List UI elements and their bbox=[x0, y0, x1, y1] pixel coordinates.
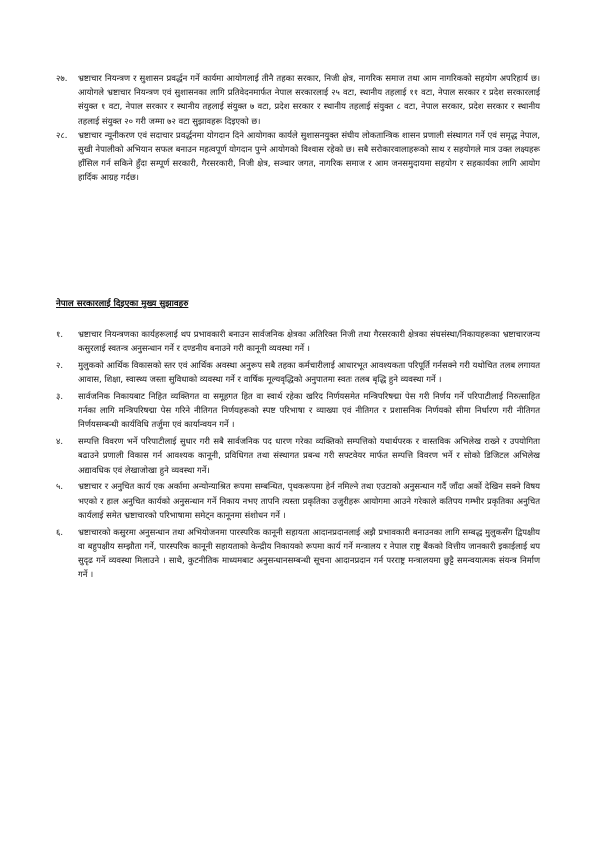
suggestion-number: ५. bbox=[56, 481, 64, 492]
concluding-paragraphs bbox=[56, 71, 540, 185]
suggestion-text: भ्रष्टाचार नियन्त्रणका कार्यहरूलाई थप प्रभावकारी बनाउन सार्वजनिक क्षेत्रका अतिरिक्त निजी तथा गैरसरकारी क्षेत्रका संघसंस्था/निकायहरूका भ्रष्टाचारजन्य कसुरलाई स्वतन्त्र अनुसन्धान गर्ने र दण्डनीय बनाउने गरी कानूनी व्यवस्था गर्ने । bbox=[78, 329, 540, 354]
suggestion-number: ४. bbox=[56, 436, 64, 447]
suggestion-text: मुलुकको आर्थिक विकासको स्तर एवं आर्थिक अवस्था अनुरूप सबै तहका कर्मचारीलाई आधारभूत आवश्यकता परिपूर्ति गर्नसक्ने गरी यथोचित तलब लगायत आवास, शिक्षा, स्वास्थ्य जस्ता सुविधाको व्यवस्था गर्ने र वार्षिक मूल्यवृद्धिको अनुपातमा स्वतः तलब बृद्धि हुने व्यवस्था गर्ने । bbox=[78, 360, 540, 385]
paragraph-text: भ्रष्टाचार नियन्त्रण र सुशासन प्रवर्द्धन गर्ने कार्यमा आयोगलाई तीनै तहका सरकार, निजी क्षेत्र, नागरिक समाज तथा आम नागरिकको सहयोग अपरिहार्य छ। आयोगले भ्रष्टाचार नियन्त्रण एवं सुशासनका लागि प्रतिवेदनमार्फत नेपाल सरकारलाई २५ वटा, स्थानीय तहलाई ११ वटा, नेपाल सरकार र प्रदेश सरकारलाई संयुक्त १ वटा, नेपाल सरकार र स्थानीय तहलाई संयुक्त ७ वटा, प्रदेश सरकार र स्थानीय तहलाई संयुक्त ८ वटा, नेपाल सरकार, प्रदेश सरकार र स्थानीय तहलाई संयुक्त २० गरी जम्मा ७२ वटा सुझावहरू दिइएको छ। bbox=[78, 73, 540, 126]
paragraph-number: २७. bbox=[56, 73, 68, 83]
suggestion-text: भ्रष्टाचारको कसुरमा अनुसन्धान तथा अभियोजनमा पारस्परिक कानूनी सहायता आदानप्रदानलाई अझै प्रभावकारी बनाउनका लागि सम्बद्ध मुलुकसँग द्विपक्षीय वा बहुपक्षीय सम्झौता गर्ने, पारस्परिक कानूनी सहायताको केन्द्रीय निकायको रूपमा कार्य गर्ने मन्त्रालय र नेपाल राष्ट्र बैंकको वित्तीय जानकारी इकाईलाई थप सुदृढ गर्ने व्यवस्था मिलाउने । साथै, कुटनीतिक माध्यमबाट अनुसन्धानसम्बन्धी सूचना आदानप्रदान गर्न परराष्ट्र मन्त्रालयमा छुट्टै समन्वयात्मक संयन्त्र निर्माण गर्ने । bbox=[78, 526, 540, 580]
paragraph-27 bbox=[56, 71, 540, 128]
paragraph-number: २८. bbox=[56, 129, 68, 140]
suggestion-number: २. bbox=[56, 360, 64, 370]
suggestion-item-3 bbox=[56, 389, 540, 432]
suggestion-item-2 bbox=[56, 358, 540, 386]
suggestion-text: भ्रष्टाचार र अनुचित कार्य एक अर्कामा अन्योन्याश्रित रूपमा सम्बन्धित, पृथकरूपमा हेर्न नमिल्ने तथा एउटाको अनुसन्धान गर्दै जाँदा अर्को देखिन सक्ने विषय भएको र हाल अनुचित कार्यको अनुसन्धान गर्ने निकाय नभए तापनि त्यस्ता प्रकृतिका उजुरीहरू आयोगमा आउने गरेकाले कतिपय गम्भीर प्रकृतिका अनुचित कार्यलाई समेत भ्रष्टाचारको परिभाषामा समेट्न कानूनमा संशोधन गर्ने । bbox=[78, 481, 540, 520]
suggestion-text: सार्वजनिक निकायबाट निहित व्यक्तिगत वा समूहगत हित वा स्वार्थ रहेका खरिद निर्णयसमेत मन्त्रिपरिषद्मा पेस गरी निर्णय गर्ने परिपाटीलाई निरुत्साहित गर्नका लागि मन्त्रिपरिषद्मा पेस गरिने नीतिगत निर्णयहरूको स्पष्ट परिभाषा र व्याख्या एवं नीतिगत र प्रशासनिक निर्णयको सीमा निर्धारण गरी नीतिगत निर्णयसम्बन्धी कार्यविधि तर्जुमा एवं कार्यान्वयन गर्ने । bbox=[78, 391, 540, 430]
suggestion-number: ६. bbox=[56, 526, 64, 537]
suggestion-item-4 bbox=[56, 434, 540, 477]
suggestion-number: १. bbox=[56, 329, 64, 339]
suggestion-text: सम्पत्ति विवरण भर्ने परिपाटीलाई सुधार गरी सबै सार्वजनिक पद धारण गरेका व्यक्तिको सम्पत्तिको यथार्थपरक र वास्तविक अभिलेख राख्ने र उपयोगिता बढाउने प्रणाली विकास गर्न आवश्यक कानूनी, प्रविधिगत तथा संस्थागत प्रबन्ध गरी सफ्टवेयर मार्फत सम्पत्ति विवरण भर्ने र सोको डिजिटल अभिलेख अद्यावधिक एवं लेखाजोखा हुने व्यवस्था गर्ने। bbox=[78, 436, 540, 475]
section-heading: नेपाल सरकारलाई दिइएका मुख्य सुझावहरु bbox=[56, 299, 189, 309]
suggestion-item-6 bbox=[56, 525, 540, 582]
paragraph-text: भ्रष्टाचार न्यूनीकरण एवं सदाचार प्रवर्द्धनमा योगदान दिने आयोगका कार्यले सुशासनयुक्त संघीय लोकतान्त्रिक शासन प्रणाली संस्थागत गर्ने एवं समृद्ध नेपाल, सुखी नेपालीको अभियान सफल बनाउन महत्वपूर्ण योगदान पुग्ने आयोगको विश्वास रहेको छ। सबै सरोकारवालाहरूको साथ र सहयोगले मात्र उक्त लक्ष्यहरू हाँसिल गर्न सकिने हुँदा सम्पूर्ण सरकारी, गैरसरकारी, निजी क्षेत्र, सञ्चार जगत, नागरिक समाज र आम जनसमुदायमा सहयोग र सहकार्यका लागि आयोग हार्दिक आग्रह गर्दछ। bbox=[78, 129, 540, 183]
paragraph-28 bbox=[56, 128, 540, 185]
suggestion-item-1 bbox=[56, 327, 540, 355]
suggestion-number: ३. bbox=[56, 391, 64, 401]
suggestion-item-5 bbox=[56, 479, 540, 522]
suggestions-list bbox=[56, 327, 540, 584]
